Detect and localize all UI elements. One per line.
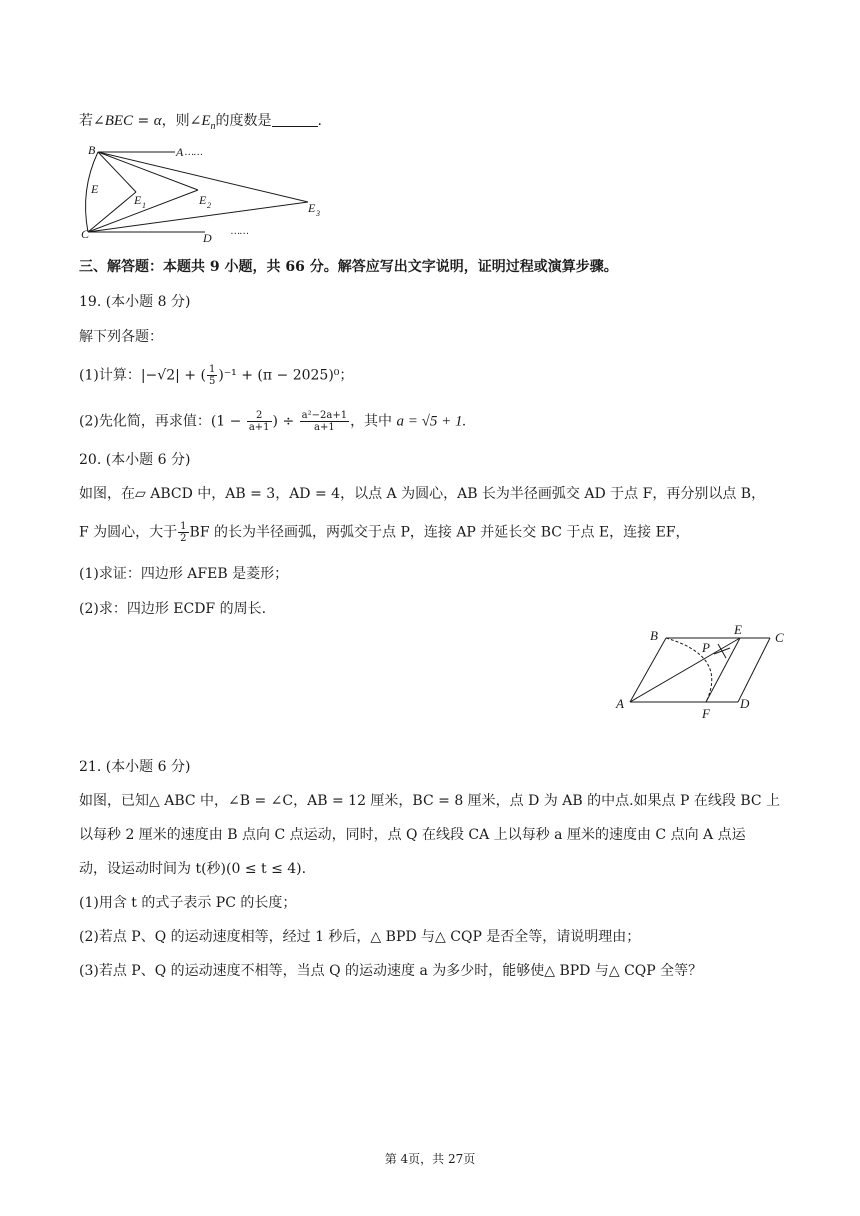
fig1-label-b: B [88,143,96,157]
fraction: $\frac{\text{a²−2a+1}}{a+1}$ [301,410,348,433]
fig1-label-e2-sub: 2 [207,201,211,210]
fig2-label-p: P [702,640,710,655]
q21-part3: (3)若点 P、Q 的运动速度不相等，当点 Q 的运动速度 a 为多少时，能够使△ BPD 与△ CQP 全等？ [79,963,703,979]
fig2-label-e: E [734,622,742,637]
page-footer: 第 4页，共 27页 [384,1152,476,1166]
q20-line1: 如图，在▱ ABCD 中，AB = 3，AD = 4，以点 A 为圆心，AB 长为半径画弧交 AD 于点 F，再分别以点 B， [79,486,766,502]
fraction: $\frac{2}{a+1}$ [248,410,270,433]
q19-intro: 解下列各题： [79,329,163,345]
fig2-label-c: C [775,630,784,645]
q19-header: 19. (本小题 8 分) [79,294,191,310]
fig1-dots-d: …… [231,226,249,237]
q21-header: 21. (本小题 6 分) [79,759,191,775]
q20-part2: (2)求：四边形 ECDF 的周长. [79,601,267,617]
q21-part1: (1)用含 t 的式子表示 PC 的长度； [79,895,297,911]
fig1-dots-a: …… [185,147,203,158]
q21-line1: 如图，已知△ ABC 中，∠B = ∠C，AB = 12 厘米，BC = 8 厘米，点 D 为 AB 的中点.如果点 P 在线段 BC 上 [79,793,781,809]
fig1-label-e1-sub: 1 [142,201,146,210]
q20-part1: (1)求证：四边形 AFEB 是菱形； [79,566,289,582]
parallelogram-figure [610,620,800,725]
q20-header: 20. (本小题 6 分) [79,452,191,468]
fig1-label-e: E [91,182,99,196]
fig1-label-d: D [203,231,212,245]
fig2-label-b: B [650,628,658,643]
fraction: $\frac{1}{5}$ [208,364,216,387]
fig2-label-f: F [702,706,710,721]
fig1-label-c: C [81,227,90,241]
fraction: $\frac{1}{2}$ [180,521,187,544]
q19-part2: (2)先化简，再求值：(1 − $\frac{2}{a+1}$ ) ÷ $\frac{\text{a²−2a+1}}{a+1}$ ，其中 a = √5 + 1. [79,410,467,433]
fig2-label-d: D [740,696,750,711]
q21-part2: (2)若点 P、Q 的运动速度相等，经过 1 秒后，△ BPD 与△ CQP 是否全等，请说明理由； [79,929,641,945]
fig1-label-e3: E [308,201,316,215]
q18-question-line: 若∠BEC = α，则$\angle E_n$的度数是 . [79,113,322,132]
q19-part1: (1)计算：|−√2| + ( $\frac{1}{5}$ )⁻¹ + (π − 2025)⁰； [79,364,354,387]
q21-line2: 以每秒 2 厘米的速度由 B 点向 C 点运动，同时，点 Q 在线段 CA 上以每秒 a 厘米的速度由 C 点向 A 点运 [79,827,746,843]
answer-blank [272,112,318,127]
fig2-label-a: A [616,696,624,711]
angle-figure [78,140,338,250]
fig1-label-e2: E [199,193,207,207]
fig1-label-e1: E [134,193,142,207]
q21-line3: 动，设运动时间为 t(秒)(0 ≤ t ≤ 4). [79,861,307,877]
q20-line2: F 为圆心，大于 $\frac{1}{2}$ BF 的长为半径画弧，两弧交于点 P，连接 AP 并延长交 BC 于点 E，连接 EF， [79,521,690,544]
fig1-label-e3-sub: 3 [316,209,320,218]
section-3-title: 三、解答题：本题共 9 小题，共 66 分。解答应写出文字说明，证明过程或演算步骤。 [79,259,618,275]
fig1-label-a: A [176,145,184,159]
